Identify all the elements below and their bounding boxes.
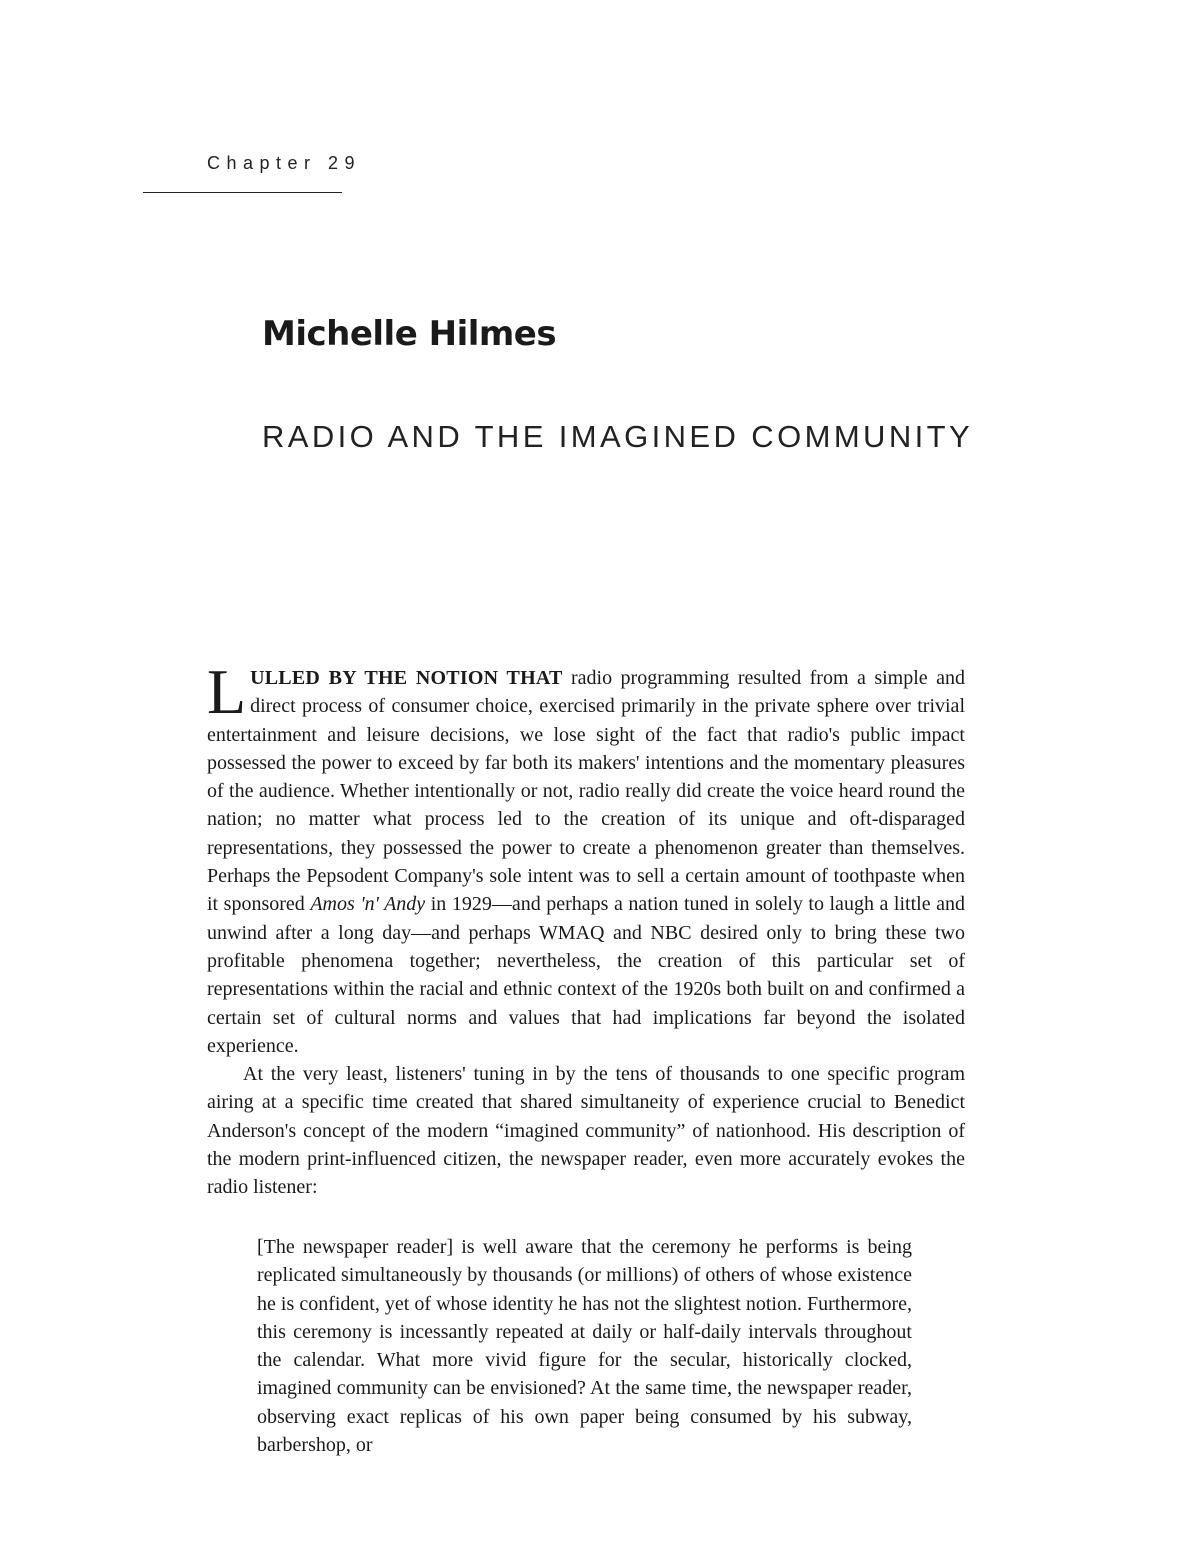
paragraph-2: At the very least, listeners' tuning in by the tens of thousands to one specific program airing at a specific time created that shared simultaneity of experience crucial to Benedict Anderson's concept of the modern “imagined community” of nationhood. His description of the modern print-influenced citizen, the newspaper reader, even more accurately evokes the radio listener: [207, 1063, 965, 1199]
author-name: Michelle Hilmes [262, 314, 557, 354]
paragraph-1 [207, 656, 966, 1060]
chapter-label: Chapter 29 [207, 153, 362, 173]
block-quote: [The newspaper reader] is well aware that the ceremony he performs is being replicated simultaneously by thousands (or millions) of others of whose existence he is confident, yet of whose identity he has not the slightest notion. Furthermore, this ceremony is incessantly repeated at daily or half-daily intervals throughout the calendar. What more vivid figure for the secular, historically clocked, imagined community can be envisioned? At the same time, the newspaper reader, observing exact replicas of his own paper being consumed by his subway, barbershop, or [257, 1236, 912, 1457]
body-text [207, 656, 966, 1202]
paragraph-1-text-b: in 1929—and perhaps a nation tuned in solely to laugh a little and unwind after a long day—and perhaps WMAQ and NBC desired only to bring these two profitable phenomena together; nevertheless, the creation of this particular set of representations within the racial and ethnic context of the 1920s both built on and confirmed a certain set of cultural norms and values that had implications far beyond the isolated experience. [207, 893, 966, 1057]
lead-in: ULLED BY THE NOTION THAT [250, 667, 563, 689]
drop-cap: L [207, 656, 247, 727]
chapter-rule [143, 192, 342, 193]
article-title: RADIO AND THE IMAGINED COMMUNITY [262, 419, 974, 454]
paragraph-1-text-a: radio programming resulted from a simple and direct process of consumer choice, exercised primarily in the private sphere over trivial entertainment and leisure decisions, we lose sight of the fact that radio's public impact possessed the power to exceed by far both its makers' intentions and the momentary pleasures of the audience. Whether intentionally or not, radio really did create the voice heard round the nation; no matter what process led to the creation of its unique and oft-disparaged representations, they possessed the power to create a phenomenon greater than themselves. Perhaps the Pepsodent Company's sole intent was to sell a certain amount of toothpaste when it sponsored [207, 667, 965, 916]
italic-title: Amos 'n' Andy [310, 893, 426, 916]
